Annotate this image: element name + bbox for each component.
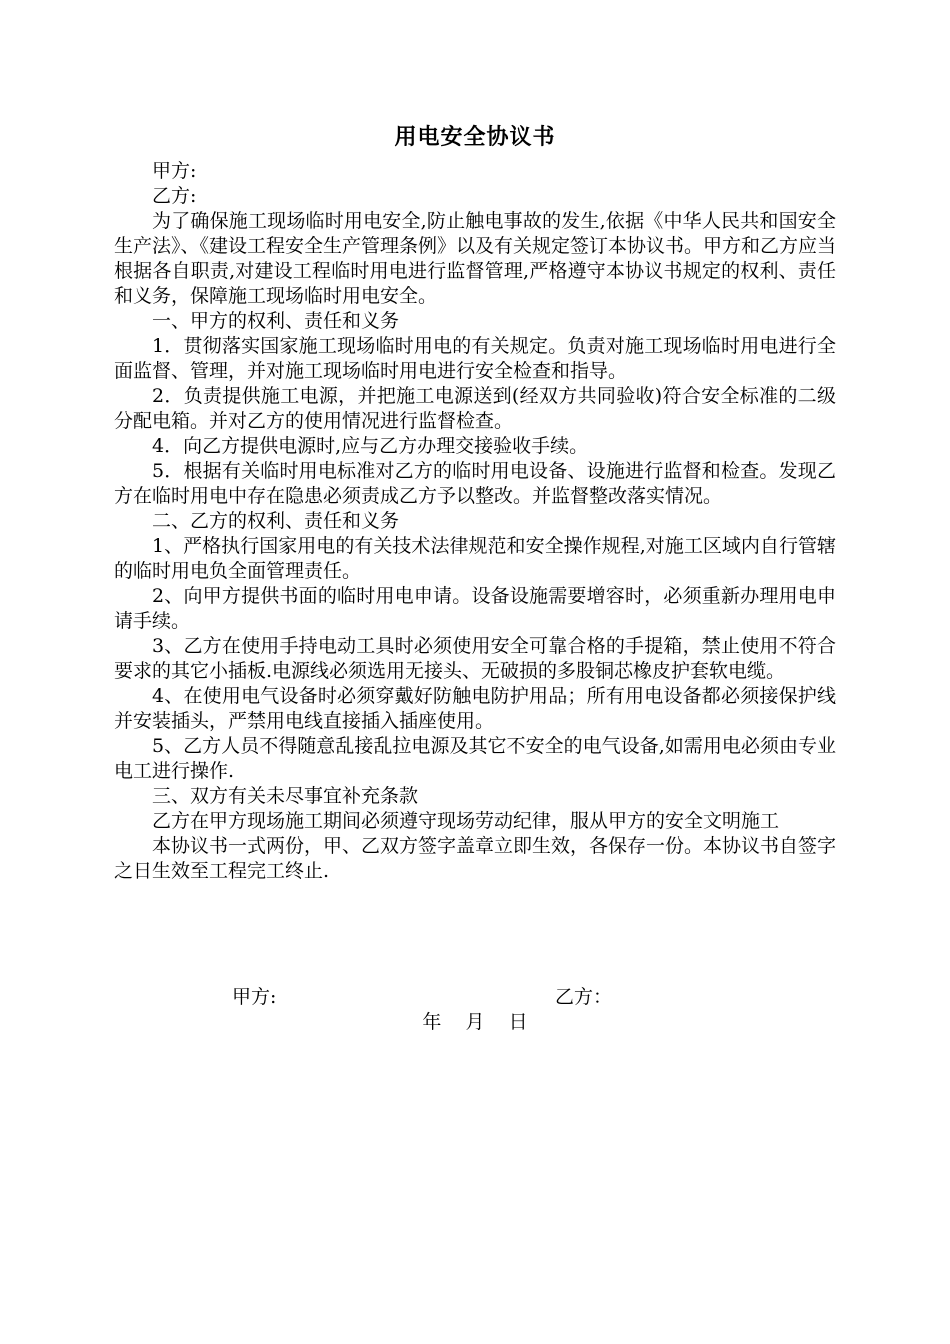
clause-b-4: 4、在使用电气设备时必须穿戴好防触电防护用品；所有用电设备都必须接保护线并安装插头，严禁用电线直接插入插座使用。 bbox=[114, 685, 836, 732]
clause-b-2: 2、向甲方提供书面的临时用电申请。设备设施需要增容时，必须重新办理用电申请手续。 bbox=[114, 585, 836, 632]
signature-party-b: 乙方： bbox=[555, 986, 613, 1008]
clause-a-5: 5．根据有关临时用电标准对乙方的临时用电设备、设施进行监督和检查。发现乙方在临时用电中存在隐患必须责成乙方予以整改。并监督整改落实情况。 bbox=[114, 460, 836, 507]
section-heading-supplement: 三、双方有关未尽事宜补充条款 bbox=[152, 785, 419, 807]
section-heading-party-b: 二、乙方的权利、责任和义务 bbox=[152, 510, 400, 532]
closing-paragraph: 本协议书一式两份，甲、乙双方签字盖章立即生效，各保存一份。本协议书自签字之日生效至工程完工终止. bbox=[114, 835, 837, 882]
document-title: 用电安全协议书 bbox=[394, 124, 556, 150]
clause-b-1: 1、严格执行国家用电的有关技术法律规范和安全操作规程,对施工区域内自行管辖的临时用电负全面管理责任。 bbox=[114, 535, 836, 582]
signature-party-a: 甲方: bbox=[232, 986, 277, 1008]
clause-a-4: 4．向乙方提供电源时,应与乙方办理交接验收手续。 bbox=[152, 435, 589, 457]
clause-b-3: 3、乙方在使用手持电动工具时必须使用安全可靠合格的手提箱，禁止使用不符合要求的其它小插板.电源线必须选用无接头、无破损的多股铜芯橡皮护套软电缆。 bbox=[114, 635, 836, 682]
clause-a-1: 1．贯彻落实国家施工现场临时用电的有关规定。负责对施工现场临时用电进行全面监督、管理，并对施工现场临时用电进行安全检查和指导。 bbox=[114, 335, 836, 382]
clause-a-2: 2．负责提供施工电源，并把施工电源送到(经双方共同验收)符合安全标准的二级分配电箱。并对乙方的使用情况进行监督检查。 bbox=[114, 385, 836, 432]
document-body bbox=[114, 159, 836, 884]
section-heading-party-a: 一、甲方的权利、责任和义务 bbox=[152, 310, 400, 332]
supplement-paragraph: 乙方在甲方现场施工期间必须遵守现场劳动纪律，服从甲方的安全文明施工 bbox=[152, 810, 780, 832]
date-line: 年 月 日 bbox=[422, 1011, 528, 1033]
party-a-line: 甲方: bbox=[152, 160, 197, 182]
party-b-line: 乙方: bbox=[152, 185, 197, 207]
clause-b-5: 5、乙方人员不得随意乱接乱拉电源及其它不安全的电气设备,如需用电必须由专业电工进行操作. bbox=[114, 735, 836, 782]
intro-paragraph: 为了确保施工现场临时用电安全,防止触电事故的发生,依据《中华人民共和国安全生产法》、《建设工程安全生产管理条例》以及有关规定签订本协议书。甲方和乙方应当根据各自职责,对建设工程临时用电进行监督管理,严格遵守本协议书规定的权利、责任和义务，保障施工现场临时用电安全。 bbox=[114, 210, 837, 307]
